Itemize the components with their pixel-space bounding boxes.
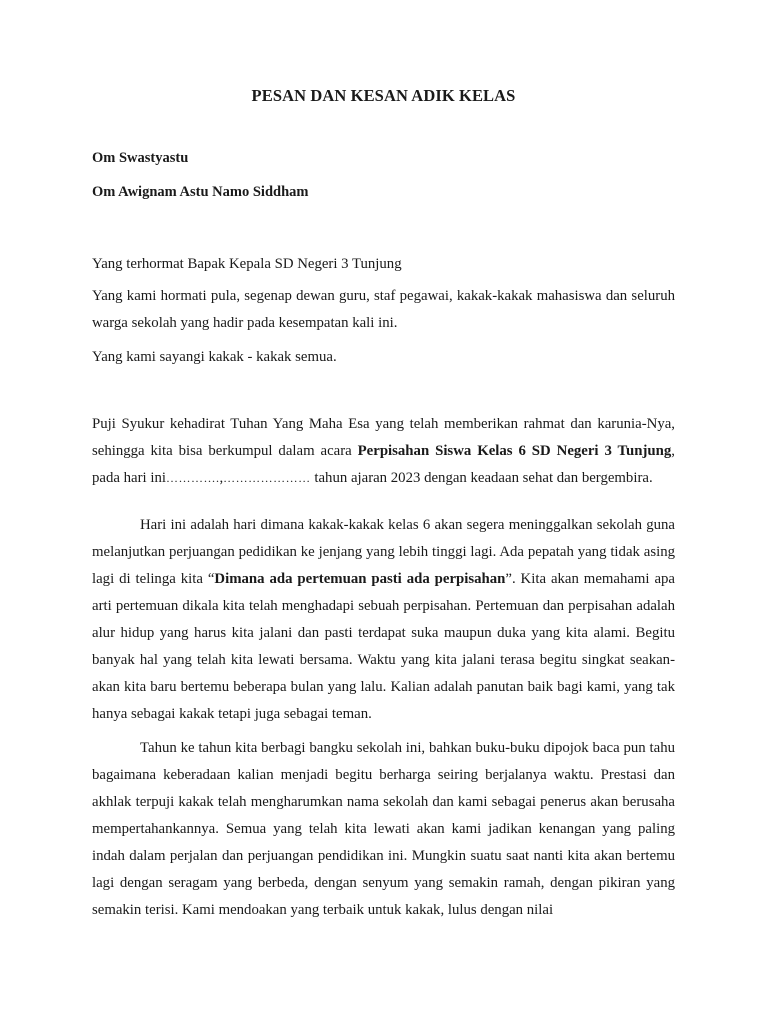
date-blank-date: ………………… (223, 471, 311, 485)
proverb-quote: Dimana ada pertemuan pasti ada perpisahan (214, 571, 506, 587)
event-name: Perpisahan Siswa Kelas 6 SD Negeri 3 Tunjung (357, 443, 672, 459)
body-paragraph-2: Tahun ke tahun kita berbagi bangku sekolah ini, bahkan buku-buku dipojok baca pun tahu bagaimana keberadaan kalian menjadi begitu berharga seiring berjalanya waktu. Prestasi dan akhlak terpuji kakak telah mengharumkan nama sekolah dan kami sebagai penerus akan berusaha mempertahankannya. Semua yang telah kita lewati akan kami jadikan kenangan yang paling indah dalam perjalan dan perjuangan pendidikan ini. Mungkin suatu saat nanti kita akan bertemu lagi dengan seragam yang berbeda, dengan senyum yang semakin ramah, dengan pikiran yang semakin terisi. Kami mendoakan yang terbaik untuk kakak, lulus dengan nilai (92, 740, 675, 918)
greeting-awignam: Om Awignam Astu Namo Siddham (92, 184, 309, 200)
address-seniors: Yang kami sayangi kakak - kakak semua. (92, 349, 337, 365)
body-1-text-1: Hari ini adalah hari dimana kakak-kakak kelas 6 akan segera meninggalkan sekolah guna melanjutkan perjuangan pedidikan ke jenjang yang lebih tinggi lagi. Ada pepatah yang tidak asing lagi di telinga kita “ (92, 517, 675, 587)
opening-text-2: , pada hari ini (92, 443, 675, 486)
opening-paragraph (92, 411, 675, 492)
date-blank-day: …………. (165, 471, 220, 485)
greeting-swastyastu: Om Swastyastu (92, 150, 189, 166)
opening-text-1: Puji Syukur kehadirat Tuhan Yang Maha Esa yang telah memberikan rahmat dan karunia-Nya, sehingga kita bisa berkumpul dalam acara (92, 416, 675, 459)
document-title: PESAN DAN KESAN ADIK KELAS (251, 86, 516, 105)
date-separator: , (219, 470, 224, 486)
address-teachers: Yang kami hormati pula, segenap dewan guru, staf pegawai, kakak-kakak mahasiswa dan seluruh warga sekolah yang hadir pada kesempatan kali ini. (92, 288, 675, 331)
address-headmaster: Yang terhormat Bapak Kepala SD Negeri 3 Tunjung (92, 256, 402, 272)
body-paragraph-1 (92, 512, 675, 728)
opening-text-3: tahun ajaran 2023 dengan keadaan sehat dan bergembira. (310, 470, 653, 486)
body-1-text-2: ”. Kita akan memahami apa arti pertemuan dikala kita telah menghadapi sebuah perpisahan. Pertemuan dan perpisahan adalah alur hidup yang harus kita jalani dan pasti terdapat suka maupun duka yang kita alami. Begitu banyak hal yang telah kita lewati bersama. Waktu yang kita jalani terasa begitu singkat seakan-akan kita baru bertemu beberapa bulan yang lalu. Kalian adalah panutan baik bagi kami, yang tak hanya sebagai kakak tetapi juga sebagai teman. (92, 571, 675, 722)
